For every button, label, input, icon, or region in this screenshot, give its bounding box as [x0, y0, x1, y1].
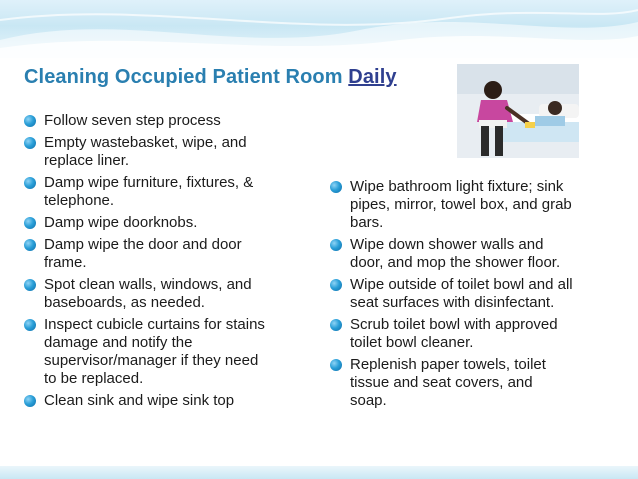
bullet-text-line: damage and notify the	[44, 334, 193, 351]
bullet-text-line: to be replaced.	[44, 370, 144, 387]
left-bullet-list	[24, 112, 314, 414]
bullet-item	[24, 276, 314, 312]
bullet-text-line: supervisor/manager if they need	[44, 352, 259, 369]
bullet-item	[24, 134, 314, 170]
bullet-text-line: Damp wipe doorknobs.	[44, 214, 198, 231]
bullet-item	[330, 276, 620, 312]
bullet-icon	[330, 279, 342, 291]
bullet-icon	[24, 319, 36, 331]
bullet-icon	[330, 239, 342, 251]
header-decoration	[0, 0, 638, 58]
bullet-text-line: Damp wipe the door and door	[44, 236, 242, 253]
bullet-item	[24, 316, 314, 388]
bullet-text-line: Wipe bathroom light fixture; sink	[350, 178, 564, 195]
bullet-text-line: telephone.	[44, 192, 115, 209]
bullet-text-line: Damp wipe furniture, fixtures, &	[44, 174, 254, 191]
bullet-text-line: Spot clean walls, windows, and	[44, 276, 252, 293]
bullet-icon	[24, 279, 36, 291]
bullet-text-line: door, and mop the shower floor.	[350, 254, 561, 271]
bullet-icon	[24, 395, 36, 407]
right-bullet-list	[330, 178, 620, 414]
title-emphasis: Daily	[348, 66, 397, 88]
bullet-item	[330, 236, 620, 272]
photo-illustration	[457, 64, 579, 158]
title-text: Cleaning Occupied Patient Room	[24, 66, 343, 88]
bullet-icon	[24, 239, 36, 251]
bullet-text-line: Empty wastebasket, wipe, and	[44, 134, 247, 151]
bullet-text-line: pipes, mirror, towel box, and grab	[350, 196, 572, 213]
bullet-item	[24, 174, 314, 210]
bullet-text-line: Follow seven step process	[44, 112, 221, 129]
bullet-text-line: toilet bowl cleaner.	[350, 334, 474, 351]
bullet-text-line: Replenish paper towels, toilet	[350, 356, 546, 373]
wave-decoration	[0, 0, 638, 58]
bullet-item	[24, 392, 314, 410]
bullet-text-line: Wipe outside of toilet bowl and all	[350, 276, 573, 293]
bullet-icon	[330, 181, 342, 193]
bullet-text-line: seat surfaces with disinfectant.	[350, 294, 555, 311]
bullet-icon	[24, 137, 36, 149]
bullet-text-line: frame.	[44, 254, 87, 271]
bullet-text-line: Clean sink and wipe sink top	[44, 392, 235, 409]
bullet-icon	[24, 217, 36, 229]
bullet-text-line: tissue and seat covers, and	[350, 374, 533, 391]
bullet-text-line: bars.	[350, 214, 384, 231]
bullet-text-line: Wipe down shower walls and	[350, 236, 544, 253]
bullet-item	[24, 214, 314, 232]
bullet-item	[330, 356, 620, 410]
bullet-item	[24, 236, 314, 272]
housekeeper-photo	[457, 64, 579, 158]
bullet-item	[330, 178, 620, 232]
footer-decoration	[0, 466, 638, 479]
bullet-icon	[330, 319, 342, 331]
bullet-text-line: Inspect cubicle curtains for stains	[44, 316, 265, 333]
bullet-icon	[330, 359, 342, 371]
bullet-item	[330, 316, 620, 352]
bullet-item	[24, 112, 314, 130]
bullet-text-line: replace liner.	[44, 152, 130, 169]
bullet-text-line: soap.	[350, 392, 387, 409]
bullet-text-line: Scrub toilet bowl with approved	[350, 316, 558, 333]
bullet-icon	[24, 177, 36, 189]
bullet-text-line: baseboards, as needed.	[44, 294, 205, 311]
slide-title	[24, 66, 397, 89]
bullet-icon	[24, 115, 36, 127]
